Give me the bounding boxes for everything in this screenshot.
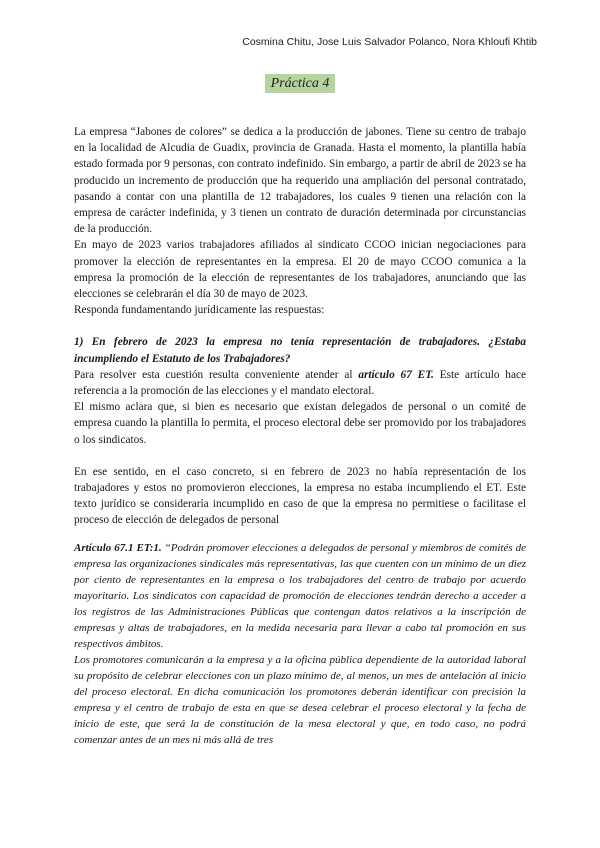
- article-quote: [74, 540, 526, 652]
- document-header-authors: Cosmina Chitu, Jose Luis Salvador Polanco, Nora Khloufi Khtib: [242, 36, 537, 48]
- spacer: [74, 529, 526, 540]
- answer-paragraph-1: [74, 367, 526, 399]
- intro-paragraph-3: Responda fundamentando jurídicamente las respuestas:: [74, 304, 325, 317]
- spacer: [74, 318, 526, 334]
- title-container: [0, 74, 600, 93]
- page-title: Práctica 4: [265, 74, 336, 93]
- answer-paragraph-3: En ese sentido, en el caso concreto, si en febrero de 2023 no había representación de los trabajadores y estos no promovieron elecciones, la empresa no estaba incumpliendo el ET. Este texto jurídico se consideraría incumplido en caso de que la empresa no permitiese o facilitase el proceso de elección de delegados de personal: [74, 465, 526, 527]
- intro-paragraph-1: La empresa “Jabones de colores” se dedica a la producción de jabones. Tiene su centro de trabajo en la localidad de Alcudia de Guadix, provincia de Granada. Hasta el momento, la plantilla había estado formada por 9 personas, con contrato indefinido. Sin embargo, a partir de abril de 2023 se ha producido un incremento de producción que ha requerido una ampliación del personal contratado, pasando a contar con una plantilla de 12 trabajadores, los cuales 9 tienen una relación con la empresa de carácter indefinida, y 3 tienen un contrato de duración determinada por circunstancias de la producción.: [74, 126, 526, 236]
- question-1-title: 1) En febrero de 2023 la empresa no tenía representación de trabajadores. ¿Estaba incumpliendo el Estatuto de los Trabajadores?: [74, 336, 526, 365]
- intro-paragraph-2: En mayo de 2023 varios trabajadores afiliados al sindicato CCOO inician negociaciones para promover la elección de representantes en la empresa. El 20 de mayo CCOO comunica a la empresa la promoción de la elección de representantes de los trabajadores, anunciando que las elecciones se celebrarán el día 30 de mayo de 2023.: [74, 239, 526, 301]
- answer-1-rest: Este artículo hace referencia a la promoción de las elecciones y el mandato electoral.: [74, 368, 526, 398]
- article-reference: artículo 67 ET.: [358, 368, 434, 381]
- answer-1-intro: Para resolver esta cuestión resulta conveniente atender al: [74, 368, 359, 381]
- article-quote-continued: Los promotores comunicarán a la empresa y a la oficina pública dependiente de la autoridad laboral su propósito de celebrar elecciones con un plazo mínimo de, al menos, un mes de antelación al inicio del proceso electoral. En dicha comunicación los promotores deberán identificar con precisión la empresa y el centro de trabajo de esta en que se desea celebrar el proceso electoral y la fecha de inicio de este, que será la de constitución de la mesa electoral y que, en todo caso, no podrá comenzar antes de un mes ni más allá de tres: [74, 653, 526, 746]
- spacer: [74, 448, 526, 464]
- article-quote-text: “Podrán promover elecciones a delegados de personal y miembros de comités de empresa las organizaciones sindicales más representativas, las que cuenten con un mínimo de un diez por ciento de representantes en la empresa o los trabajadores del centro de trabajo por acuerdo mayoritario. Los sindicatos con capacidad de promoción de elecciones tendrán derecho a acceder a los registros de las Administraciones Públicas que contengan datos relativos a la inscripción de empresas y altas de trabajadores, en la medida necesaria para llevar a cabo tal promoción en sus respectivos ámbitos.: [74, 541, 526, 650]
- article-label: Artículo 67.1 ET:1.: [74, 541, 162, 554]
- answer-paragraph-2: El mismo aclara que, si bien es necesario que existan delegados de personal o un comité de empresa cuando la plantilla lo permita, el proceso electoral debe ser promovido por los trabajadores o los sindicatos.: [74, 401, 526, 446]
- document-body: [74, 124, 526, 748]
